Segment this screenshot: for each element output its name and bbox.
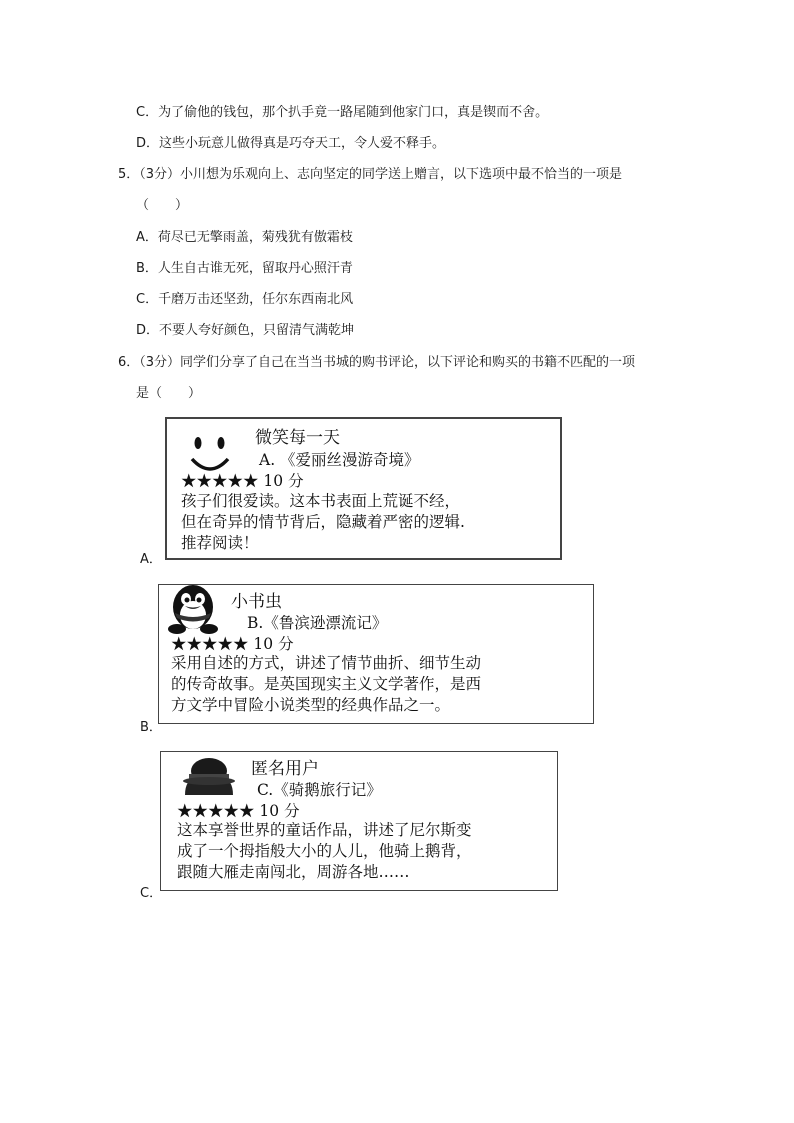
rating-stars: ★★★★★ 10 分	[171, 635, 294, 653]
q5-option-b: B．人生自古谁无死，留取丹心照汗青	[136, 261, 353, 276]
review-line-2: 的传奇故事。是英国现实主义文学著作，是西	[171, 675, 482, 693]
q4-option-c: C．为了偷他的钱包，那个扒手竟一路尾随到他家门口，真是锲而不舍。	[136, 105, 549, 120]
reviewer-name: 匿名用户	[251, 759, 319, 779]
q6-option-c-label: C．	[140, 886, 163, 901]
review-card-a	[165, 417, 562, 560]
review-line-1: 孩子们很爱读。这本书表面上荒诞不经，	[181, 492, 461, 510]
q5-option-d: D．不要人夸好颜色，只留清气满乾坤	[136, 323, 355, 338]
reviewer-name: 小书虫	[231, 592, 282, 612]
book-title: A. 《爱丽丝漫游奇境》	[259, 451, 420, 469]
review-line-3: 方文学中冒险小说类型的经典作品之一。	[171, 696, 451, 714]
q5-option-a: A．荷尽已无擎雨盖，菊残犹有傲霜枝	[136, 230, 353, 245]
review-line-3: 推荐阅读！	[181, 534, 259, 552]
rating-stars: ★★★★★ 10 分	[181, 472, 304, 490]
review-line-1: 这本享誉世界的童话作品，讲述了尼尔斯变	[177, 821, 472, 839]
q4-option-d: D．这些小玩意儿做得真是巧夺天工，令人爱不释手。	[136, 136, 446, 151]
review-card-c	[160, 751, 558, 891]
reviewer-name: 微笑每一天	[255, 428, 340, 448]
book-title: C.《骑鹅旅行记》	[257, 781, 382, 799]
review-line-2: 成了一个拇指般大小的人儿，他骑上鹅背，	[177, 842, 472, 860]
book-title: B.《鲁滨逊漂流记》	[247, 614, 388, 632]
review-line-1: 采用自述的方式，讲述了情节曲折、细节生动	[171, 654, 482, 672]
q6-option-b-label: B．	[140, 720, 162, 735]
anonymous-user-icon	[177, 757, 241, 797]
review-card-b	[158, 584, 594, 724]
review-line-2: 但在奇异的情节背后，隐藏着严密的逻辑.	[181, 513, 465, 531]
q6-stem: 6．（3分）同学们分享了自己在当当书城的购书评论，以下评论和购买的书籍不匹配的一项	[118, 355, 636, 370]
q5-option-c: C．千磨万击还坚劲，任尔东西南北风	[136, 292, 354, 307]
review-line-3: 跟随大雁走南闯北，周游各地……	[177, 863, 410, 881]
q6-option-a-label: A．	[140, 552, 162, 567]
q6-stem-blank: 是（ ）	[136, 386, 202, 401]
rating-stars: ★★★★★ 10 分	[177, 802, 300, 820]
q5-stem-blank: （ ）	[136, 198, 189, 213]
penguin-avatar-icon	[165, 585, 221, 635]
q5-stem: 5．（3分）小川想为乐观向上、志向坚定的同学送上赠言，以下选项中最不恰当的一项是	[118, 167, 623, 182]
